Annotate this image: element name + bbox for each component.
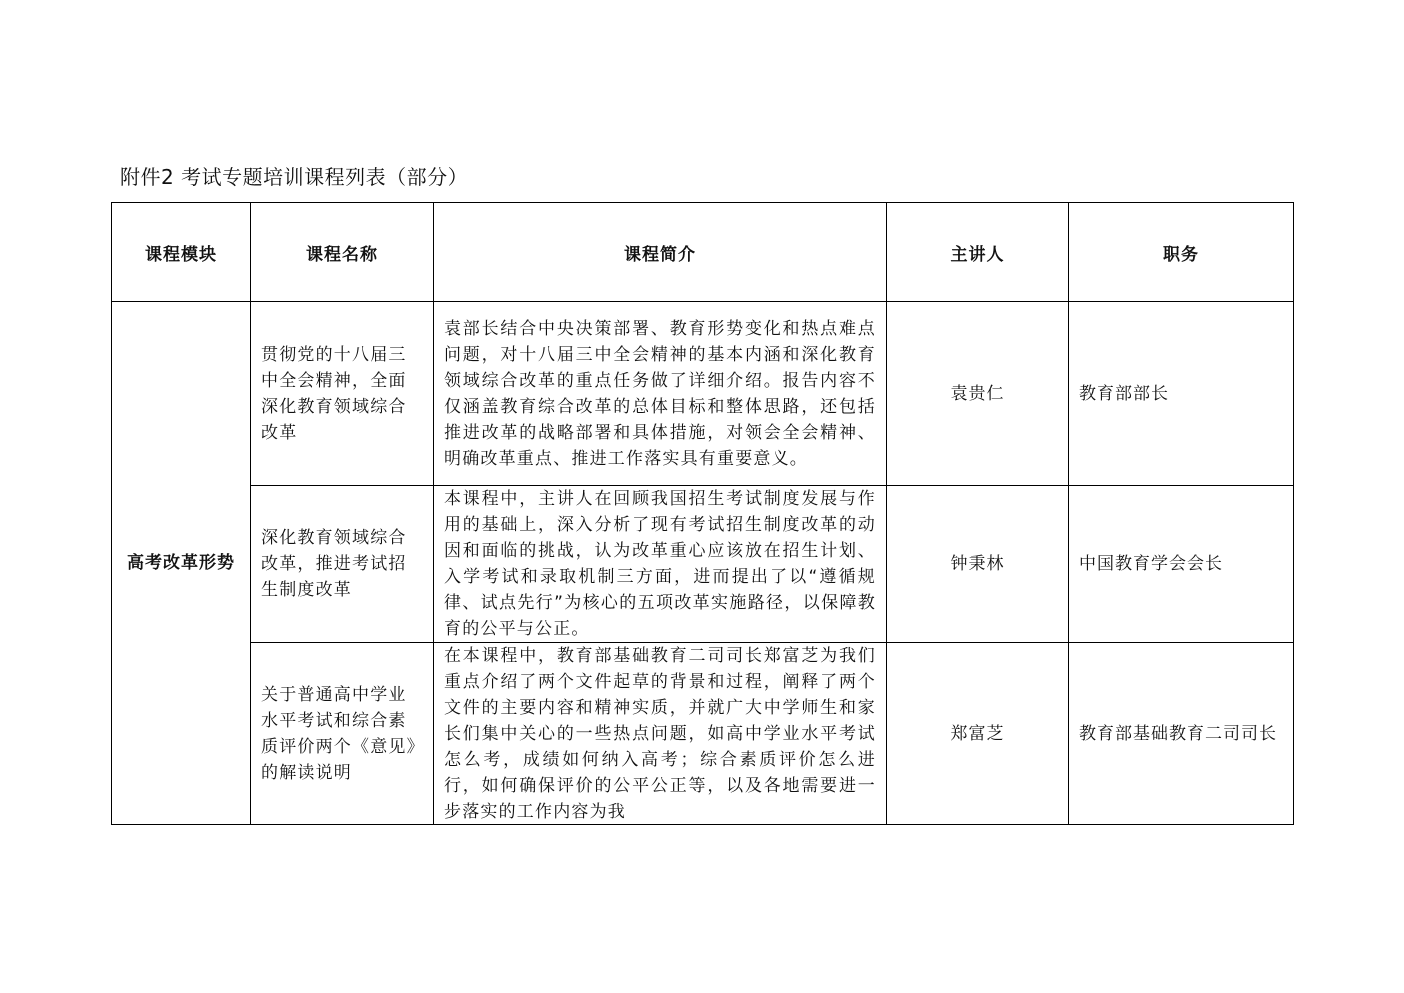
course-name-cell: 贯彻党的十八届三中全会精神，全面深化教育领域综合改革: [251, 302, 434, 486]
position-cell: 教育部部长: [1069, 302, 1294, 486]
table-row: [112, 643, 1294, 825]
table-row: [112, 302, 1294, 486]
document-title: 附件2 考试专题培训课程列表（部分）: [120, 165, 469, 189]
position-cell: 教育部基础教育二司司长: [1069, 643, 1294, 825]
header-course-intro: 课程简介: [434, 203, 887, 302]
course-name-cell: 关于普通高中学业水平考试和综合素质评价两个《意见》的解读说明: [251, 643, 434, 825]
course-intro-cell: [434, 643, 887, 825]
module-cell: 高考改革形势: [112, 302, 251, 825]
speaker-cell: 郑富芝: [887, 643, 1069, 825]
table-header-row: [112, 203, 1294, 302]
table-row: [112, 486, 1294, 643]
course-intro-cell: 袁部长结合中央决策部署、教育形势变化和热点难点问题，对十八届三中全会精神的基本内涵和深化教育领域综合改革的重点任务做了详细介绍。报告内容不仅涵盖教育综合改革的总体目标和整体思路，还包括推进改革的战略部署和具体措施，对领会全会精神、明确改革重点、推进工作落实具有重要意义。: [434, 302, 887, 486]
header-course-name: 课程名称: [251, 203, 434, 302]
header-position: 职务: [1069, 203, 1294, 302]
course-intro-text: 在本课程中，教育部基础教育二司司长郑富芝为我们重点介绍了两个文件起草的背景和过程，阐释了两个文件的主要内容和精神实质，并就广大中学师生和家长们集中关心的一些热点问题，如高中学业水平考试怎么考，成绩如何纳入高考；综合素质评价怎么进行，如何确保评价的公平公正等，以及各地需要进一步落实的工作内容为我: [444, 646, 876, 822]
speaker-cell: 钟秉林: [887, 486, 1069, 643]
header-speaker: 主讲人: [887, 203, 1069, 302]
header-module: 课程模块: [112, 203, 251, 302]
course-table: [111, 202, 1294, 825]
course-name-cell: 深化教育领域综合改革，推进考试招生制度改革: [251, 486, 434, 643]
position-cell: 中国教育学会会长: [1069, 486, 1294, 643]
speaker-cell: 袁贵仁: [887, 302, 1069, 486]
course-intro-cell: 本课程中，主讲人在回顾我国招生考试制度发展与作用的基础上，深入分析了现有考试招生制度改革的动因和面临的挑战，认为改革重心应该放在招生计划、入学考试和录取机制三方面，进而提出了以“遵循规律、试点先行”为核心的五项改革实施路径，以保障教育的公平与公正。: [434, 486, 887, 643]
